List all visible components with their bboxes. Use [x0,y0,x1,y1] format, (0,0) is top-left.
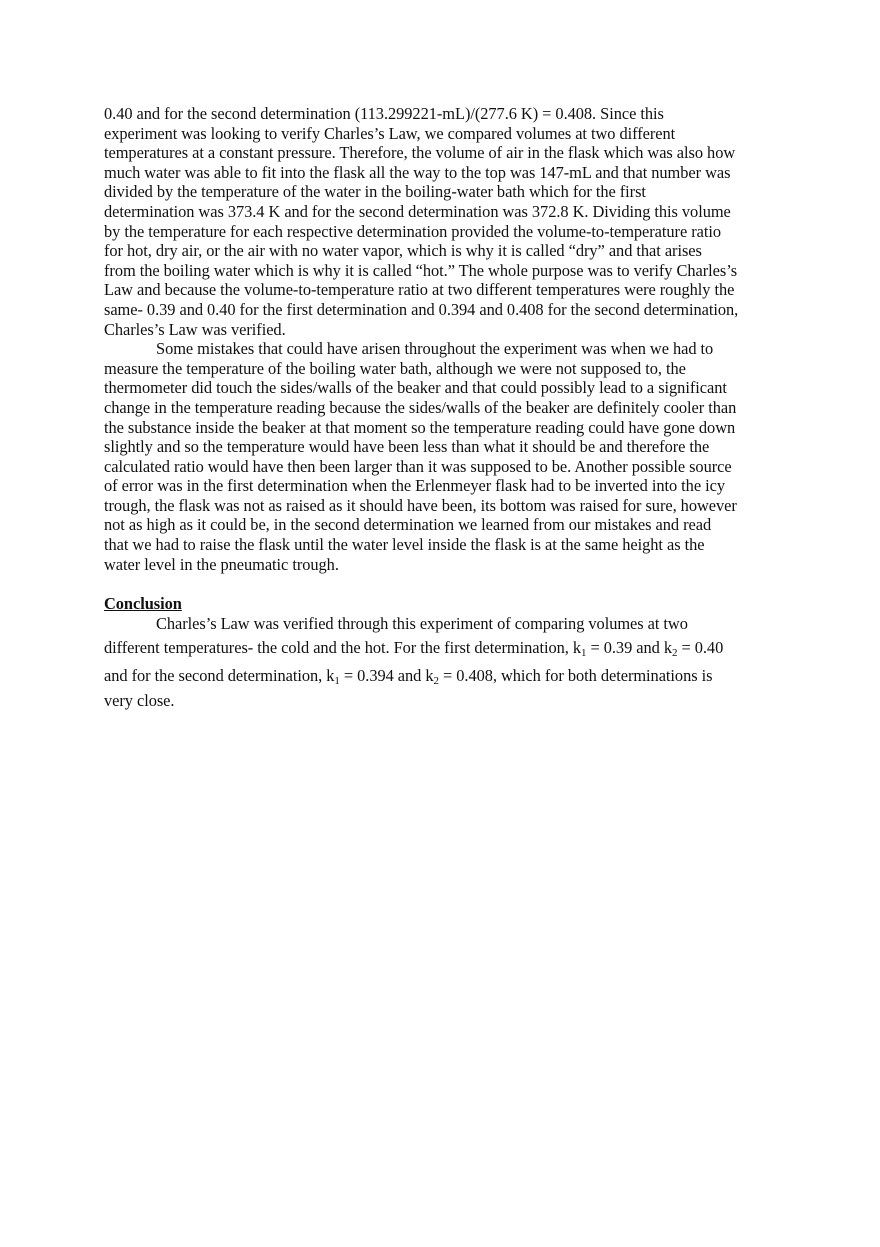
text-line: that we had to raise the flask until the water level inside the flask is at the same height as the [104,535,705,555]
text-line [104,634,780,662]
text-line: divided by the temperature of the water in the boiling-water bath which for the first [104,182,646,202]
conclusion-heading: Conclusion [104,593,182,613]
text-line: thermometer did touch the sides/walls of the beaker and that could possibly lead to a significant [104,378,727,398]
errors-paragraph [104,339,780,574]
text-run: = 0.39 and k [586,638,672,658]
subscript: 1 [334,675,340,688]
text-line: calculated ratio would have then been larger than it was supposed to be. Another possible source [104,456,732,476]
text-line: by the temperature for each respective determination provided the volume-to-temperature ratio [104,221,722,241]
text-line: Charles’s Law was verified through this experiment of comparing volumes at two [156,614,688,634]
text-line: same- 0.39 and 0.40 for the first determination and 0.394 and 0.408 for the second determination, [104,299,739,319]
text-line: temperatures at a constant pressure. Therefore, the volume of air in the flask which was also how [104,143,736,163]
discussion-paragraph [104,104,780,339]
subscript: 2 [671,647,678,660]
subscript: 2 [433,675,439,688]
text-line: Law and because the volume-to-temperature ratio at two different temperatures were roughly the [104,280,735,300]
text-line: much water was able to fit into the flask all the way to the top was 147-mL and that number was [104,162,731,182]
text-line: for hot, dry air, or the air with no water vapor, which is why it is called “dry” and that arises [104,241,702,261]
text-line: water level in the pneumatic trough. [104,554,339,574]
text-line: the substance inside the beaker at that moment so the temperature reading could have gone down [104,417,736,437]
text-line: from the boiling water which is why it is called “hot.” The whole purpose was to verify Charles’s [104,260,738,280]
text-line: determination was 373.4 K and for the second determination was 372.8 K. Dividing this volume [104,201,731,221]
subscript: 1 [581,647,587,660]
text-line: of error was in the first determination when the Erlenmeyer flask had to be inverted into the icy [104,476,725,496]
text-run: = 0.408, which for both determinations is [438,666,713,686]
text-line: 0.40 and for the second determination (113.299221-mL)/(277.6 K) = 0.408. Since this [104,104,664,123]
text-line [104,662,780,690]
text-line: change in the temperature reading because the sides/walls of the beaker are definitely cooler than [104,397,737,417]
text-run: and for the second determination, k [104,666,335,686]
text-line: not as high as it could be, in the second determination we learned from our mistakes and read [104,515,712,535]
conclusion-paragraph [104,613,780,711]
text-run: = 0.394 and k [339,666,434,686]
document-body [104,104,780,711]
text-line: very close. [104,691,175,711]
text-line: slightly and so the temperature would have been less than what it should be and therefore the [104,437,710,457]
text-line: Some mistakes that could have arisen throughout the experiment was when we had to [156,339,714,359]
text-run: different temperatures- the cold and the hot. For the first determination, k [104,638,581,658]
text-run: = 0.40 [677,638,724,658]
text-line: experiment was looking to verify Charles’s Law, we compared volumes at two different [104,123,676,143]
text-line: measure the temperature of the boiling water bath, although we were not supposed to, the [104,358,686,378]
text-line: Charles’s Law was verified. [104,319,286,339]
text-line: trough, the flask was not as raised as it should have been, its bottom was raised for sure, however [104,495,737,515]
